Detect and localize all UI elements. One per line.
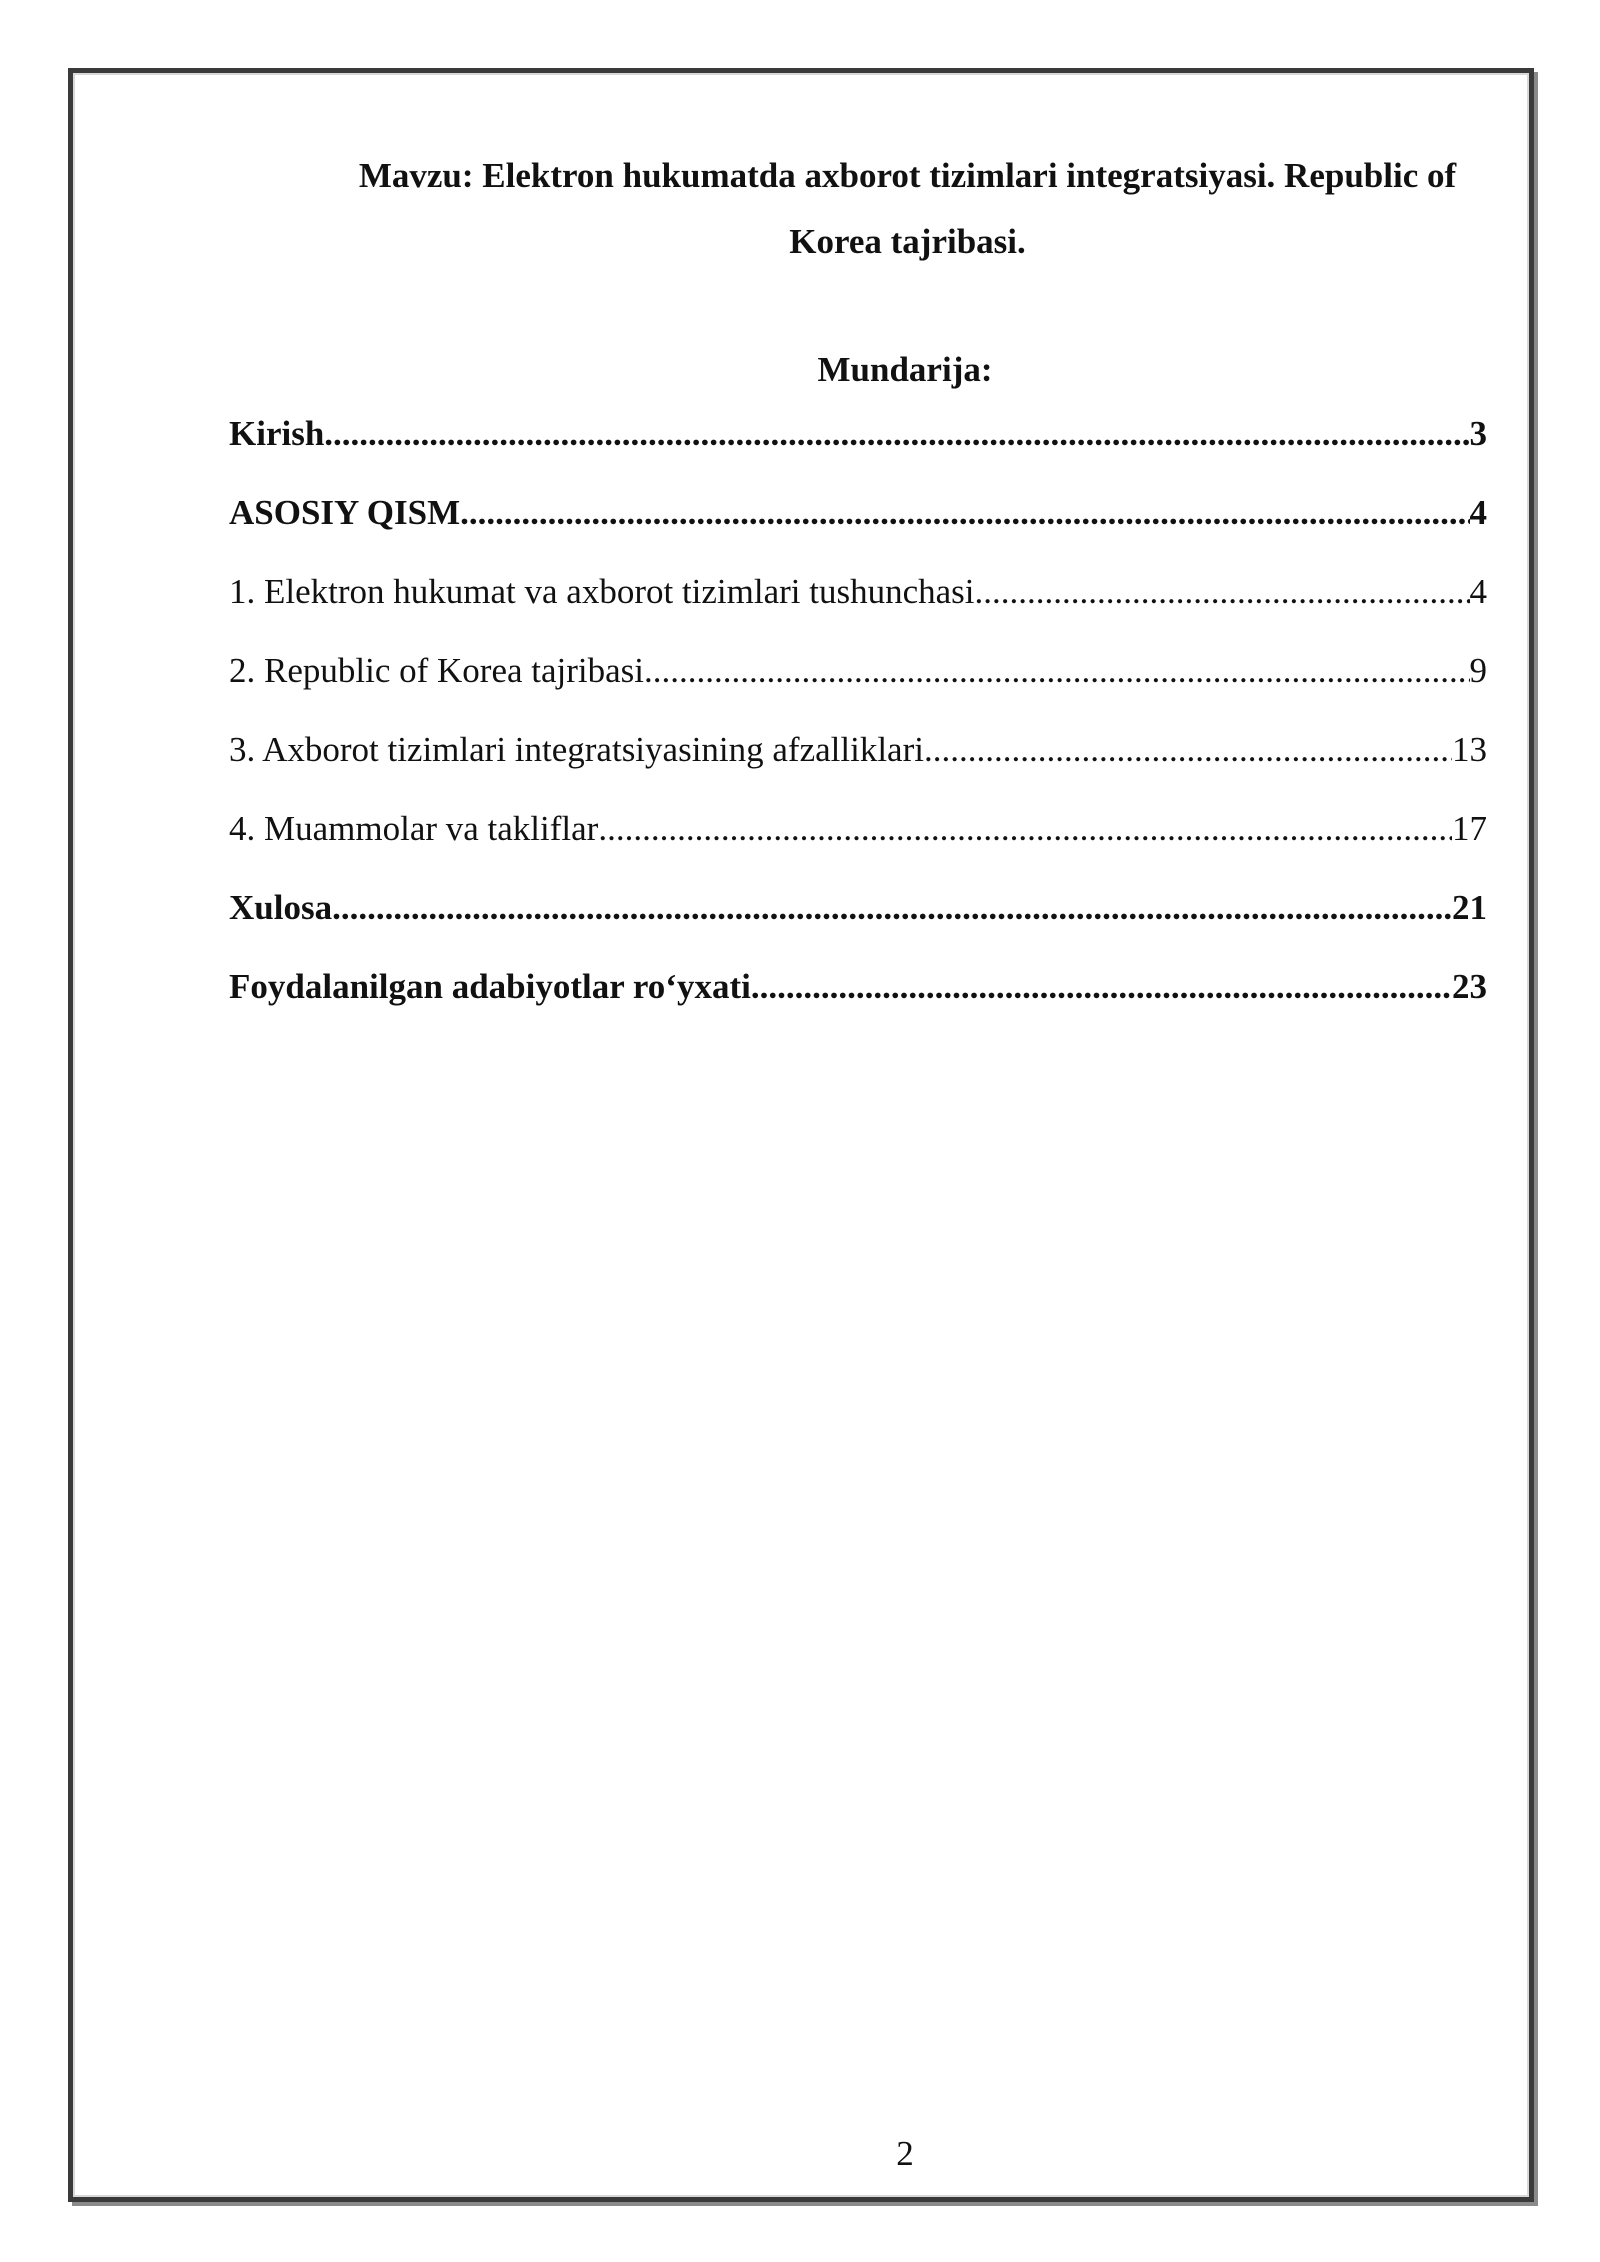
toc-entry-references[interactable] (229, 963, 1487, 1042)
toc-entry-page: 9 (1469, 651, 1487, 690)
toc-dot-leader (598, 805, 1452, 853)
toc-entry-label: Kirish (229, 414, 325, 453)
toc-dot-leader (751, 963, 1452, 1011)
document-title: Mavzu: Elektron hukumatda axborot tizimlari integratsiyasi. Republic of Korea tajribasi. (358, 156, 1457, 261)
toc-entry-page: 3 (1469, 414, 1487, 453)
toc-entry-label: 2. Republic of Korea tajribasi (229, 651, 645, 690)
toc-dot-leader (460, 489, 1469, 537)
toc-entry-section-4[interactable] (229, 805, 1487, 884)
toc-entry-label: 1. Elektron hukumat va axborot tizimlari tushunchasi (229, 572, 975, 611)
toc-entry-page: 17 (1452, 809, 1487, 848)
toc-dot-leader (975, 568, 1470, 616)
toc-dot-leader (644, 647, 1469, 695)
toc-heading: Mundarija: (817, 350, 993, 389)
toc-entry-section-3[interactable] (229, 726, 1487, 805)
toc-entry-label: 3. Axborot tizimlari integratsiyasining afzalliklari (229, 730, 924, 769)
toc-entry-label: ASOSIY QISM (229, 493, 461, 532)
toc-entry-section-1[interactable] (229, 568, 1487, 647)
table-of-contents (229, 410, 1487, 1042)
page-number: 2 (896, 2134, 914, 2173)
toc-entry-page: 4 (1469, 572, 1487, 611)
toc-entry-page: 21 (1452, 888, 1487, 927)
toc-entry-page: 23 (1452, 967, 1487, 1006)
toc-entry-asosiy-qism[interactable] (229, 489, 1487, 568)
toc-entry-section-2[interactable] (229, 647, 1487, 726)
toc-entry-label: 4. Muammolar va takliflar (229, 809, 599, 848)
toc-entry-page: 13 (1452, 730, 1487, 769)
toc-dot-leader (924, 726, 1452, 774)
toc-dot-leader (332, 884, 1452, 932)
toc-entry-label: Xulosa (229, 888, 333, 927)
toc-entry-label: Foydalanilgan adabiyotlar ro‘yxati (229, 967, 751, 1006)
toc-entry-xulosa[interactable] (229, 884, 1487, 963)
toc-dot-leader (324, 410, 1469, 458)
toc-entry-page: 4 (1469, 493, 1487, 532)
toc-entry-kirish[interactable] (229, 410, 1487, 489)
